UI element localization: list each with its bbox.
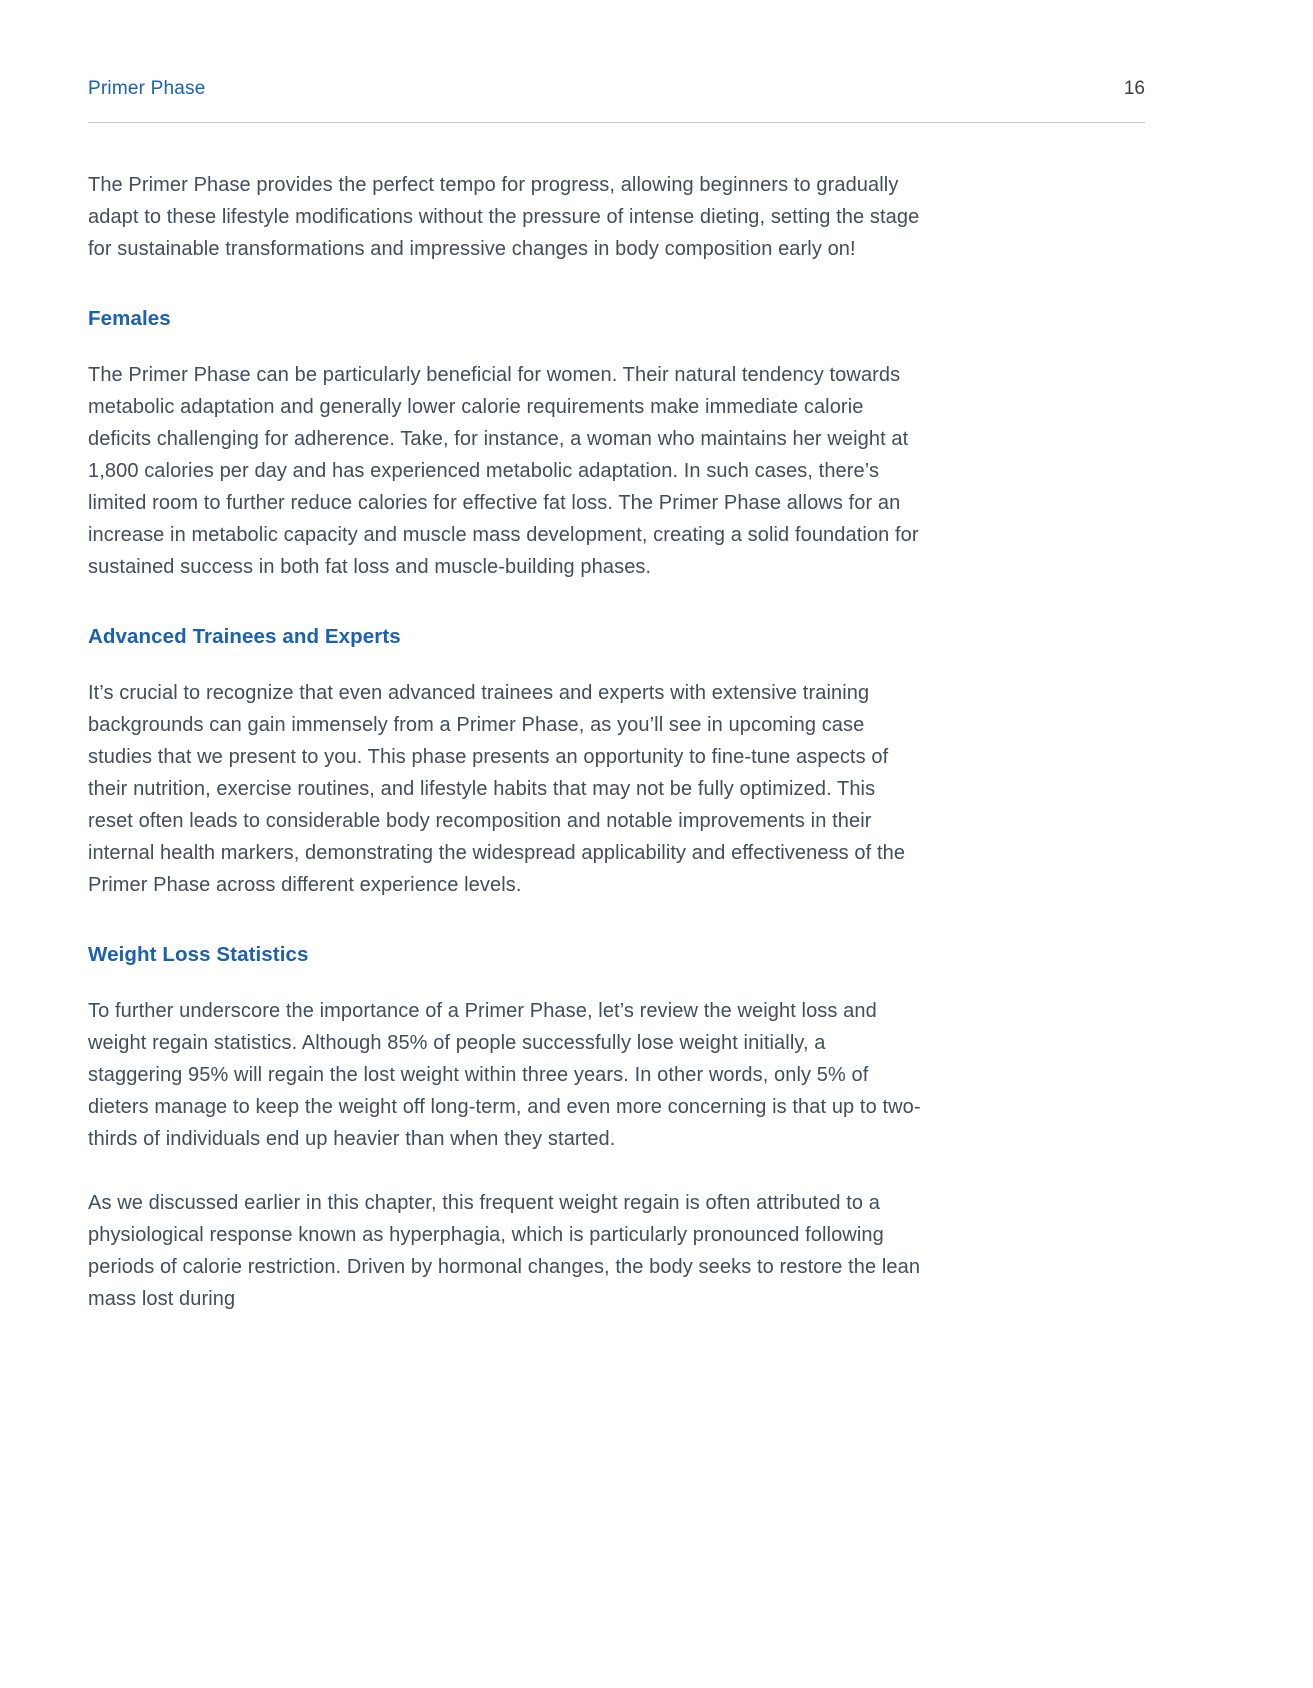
header-divider [88,122,1145,123]
section-heading-weight-loss-statistics: Weight Loss Statistics [88,943,309,966]
section-heading-females: Females [88,307,171,330]
paragraph-hyperphagia: As we discussed earlier in this chapter, this frequent weight regain is often attributed to a physiological response known as hyperphagia, which is particularly pronounced following periods of calorie restriction. Driven by hormonal changes, the body seeks to restore the lean mass lost during [88,1192,921,1310]
paragraph-weight-loss-statistics: To further underscore the importance of a Primer Phase, let’s review the weight loss and weight regain statistics. Although 85% of people successfully lose weight initially, a staggering 95% will regain the lost weight within three years. In other words, only 5% of dieters manage to keep the weight off long-term, and even more concerning is that up to two-thirds of individuals end up heavier than when they started. [88,1000,921,1150]
page-header [88,78,1145,100]
page-content [88,169,922,1315]
page-number: 16 [1123,78,1145,99]
section-heading-advanced-trainees: Advanced Trainees and Experts [88,625,401,648]
paragraph-intro: The Primer Phase provides the perfect tempo for progress, allowing beginners to gradually adapt to these lifestyle modifications without the pressure of intense dieting, setting the stage for sustainable transformations and impressive changes in body composition early on! [88,174,920,260]
running-header-title: Primer Phase [88,78,206,99]
paragraph-advanced-trainees: It’s crucial to recognize that even advanced trainees and experts with extensive training backgrounds can gain immensely from a Primer Phase, as you’ll see in upcoming case studies that we present to you. This phase presents an opportunity to fine-tune aspects of their nutrition, exercise routines, and lifestyle habits that may not be fully optimized. This reset often leads to considerable body recomposition and notable improvements in their internal health markers, demonstrating the widespread applicability and effectiveness of the Primer Phase across different experience levels. [88,682,906,896]
paragraph-females: The Primer Phase can be particularly beneficial for women. Their natural tendency towards metabolic adaptation and generally lower calorie requirements make immediate calorie deficits challenging for adherence. Take, for instance, a woman who maintains her weight at 1,800 calories per day and has experienced metabolic adaptation. In such cases, there’s limited room to further reduce calories for effective fat loss. The Primer Phase allows for an increase in metabolic capacity and muscle mass development, creating a solid foundation for sustained success in both fat loss and muscle-building phases. [88,364,919,578]
